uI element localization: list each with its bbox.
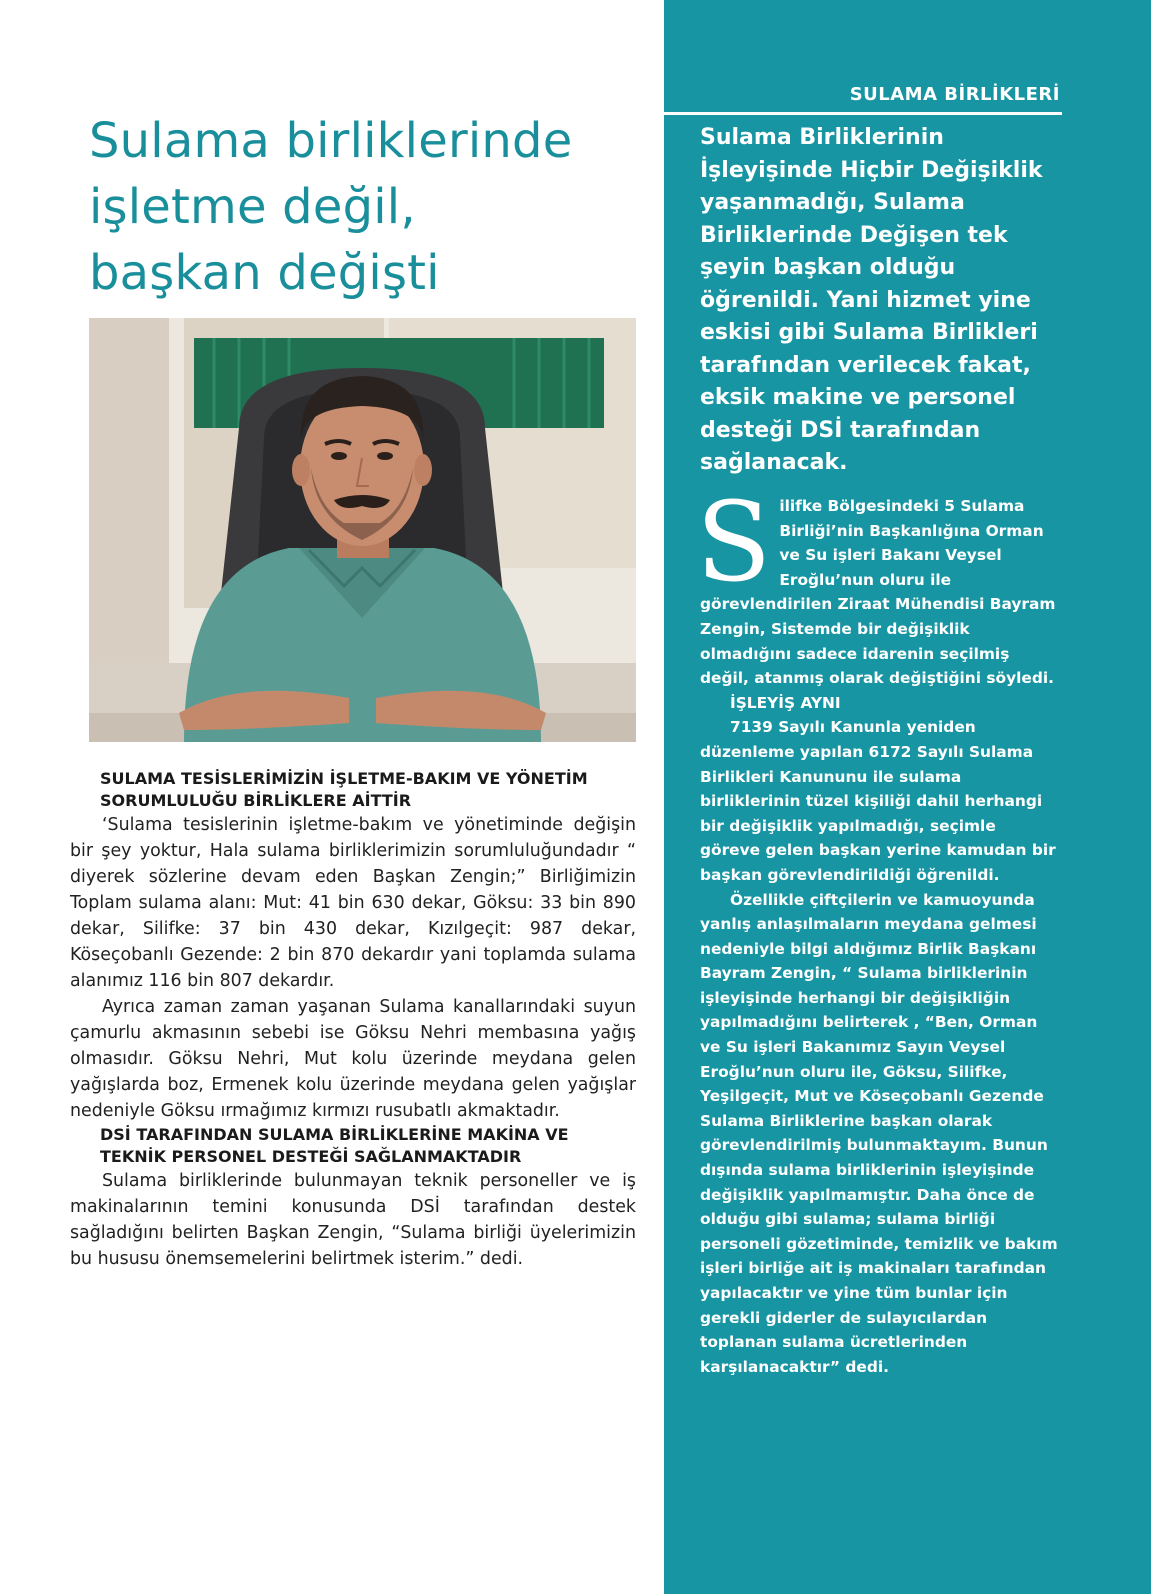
left-paragraph-2: Ayrıca zaman zaman yaşanan Sulama kanallarındaki suyun çamurlu akmasının sebebi ise Göksu Nehri membasına yağış olmasıdır. Göksu Nehri, Mut kolu üzerinde meydana gelen yağışlarda boz, Ermenek kolu üzerinde meydana gelen yağışlar nedeniyle Göksu ırmağımız kırmızı rusubatlı akmaktadır. — [70, 997, 636, 1121]
drop-cap: S — [696, 478, 772, 606]
left-paragraph-3: Sulama birliklerinde bulunmayan teknik personeller ve iş makinalarının temini konusunda DSİ tarafından destek sağladığını belirten Başkan Zengin, “Sulama birliği üyelerimizin bu hususu önemsemelerini belirtmek isterim.” dedi. — [70, 1171, 636, 1269]
portrait-illustration — [89, 318, 636, 742]
article-headline — [89, 108, 649, 306]
headline-line-1: Sulama birliklerinde — [89, 113, 573, 169]
left-subhead-1: SULAMA TESİSLERİMİZİN İŞLETME-BAKIM VE YÖNETİM SORUMLULUĞU BİRLİKLERE AİTTİR — [100, 769, 588, 810]
right-paragraph-1-text: ilifke Bölgesindeki 5 Sulama Birliği’nin Başkanlığına Orman ve Su işleri Bakanı Veysel Eroğlu’nun oluru ile görevlendirilen Ziraat Mühendisi Bayram Zengin, Sistemde bir değişiklik olmadığını sadece idarenin seçilmiş değil, atanmış olarak değiştiğini söyledi. — [700, 497, 1056, 688]
left-paragraph-1: ‘Sulama tesislerinin işletme-bakım ve yönetiminde değişin bir şey yoktur, Hala sulama birliklerimizin sorumluluğundadır “ diyerek sözlerine devam eden Başkan Zengin;” Birliğimizin Toplam sulama alanı: Mut: 41 bin 630 dekar, Göksu: 33 bin 890 dekar, Silifke: 37 bin 430 dekar, Kızılgeçit: 987 dekar, Köseçobanlı Gezende: 2 bin 870 dekardır yani toplamda sulama alanımız 116 bin 807 dekardır. — [70, 815, 636, 991]
headline-line-2: işletme değil, — [89, 179, 416, 235]
portrait-photo — [89, 318, 636, 742]
right-paragraph-2: 7139 Sayılı Kanunla yeniden düzenleme yapılan 6172 Sayılı Sulama Birlikleri Kanununu ile sulama birliklerinin tüzel kişiliği dahil herhangi bir değişiklik yapılmadığı, seçimle göreve gelen başkan yerine kamudan bir başkan görevlendirildiği öğrenildi. — [700, 718, 1056, 884]
section-label: SULAMA BİRLİKLERİ — [849, 84, 1060, 105]
right-paragraph-3: Özellikle çiftçilerin ve kamuoyunda yanlış anlaşılmaların meydana gelmesi nedeniyle bilgi aldığımız Birlik Başkanı Bayram Zengin, “ Sulama birliklerinin işleyişinde herhangi bir değişikliğin yapılmadığını belirterek , “Ben, Orman ve Su işleri Bakanımız Sayın Veysel Eroğlu’nun oluru ile, Göksu, Silifke, Yeşilgeçit, Mut ve Köseçobanlı Gezende Sulama Birliklerine başkan olarak görevlendirilmiş bulunmaktayım. Bunun dışında sulama birliklerinin işleyişinde değişiklik yapılmamıştır. Daha önce de olduğu gibi sulama; sulama birliği personeli gözetiminde, temizlik ve bakım işleri birliğe ait iş makinaları tarafından yapılacaktır ve yine tüm bunlar için gerekli giderler de sulayıcılardan toplanan sulama ücretlerinden karşılanacaktır” dedi. — [700, 890, 1058, 1376]
section-divider — [664, 112, 1062, 115]
right-paragraph-1 — [696, 478, 1060, 691]
left-subhead-2: DSİ TARAFINDAN SULAMA BİRLİKLERİNE MAKİNA VE TEKNİK PERSONEL DESTEĞİ SAĞLANMAKTADIR — [100, 1125, 569, 1166]
left-column-article — [70, 768, 636, 1272]
right-subhead: İŞLEYİŞ AYNI — [730, 693, 841, 712]
headline-line-3: başkan değişti — [89, 245, 440, 301]
right-column-article — [696, 478, 1060, 1379]
lead-summary: Sulama Birliklerinin İşleyişinde Hiçbir Değişiklik yaşanmadığı, Sulama Birliklerinde Değişen tek şeyin başkan olduğu öğrenildi. Yani hizmet yine eskisi gibi Sulama Birlikleri tarafından verilecek fakat, eksik makine ve personel desteği DSİ tarafından sağlanacak. — [700, 125, 1043, 475]
